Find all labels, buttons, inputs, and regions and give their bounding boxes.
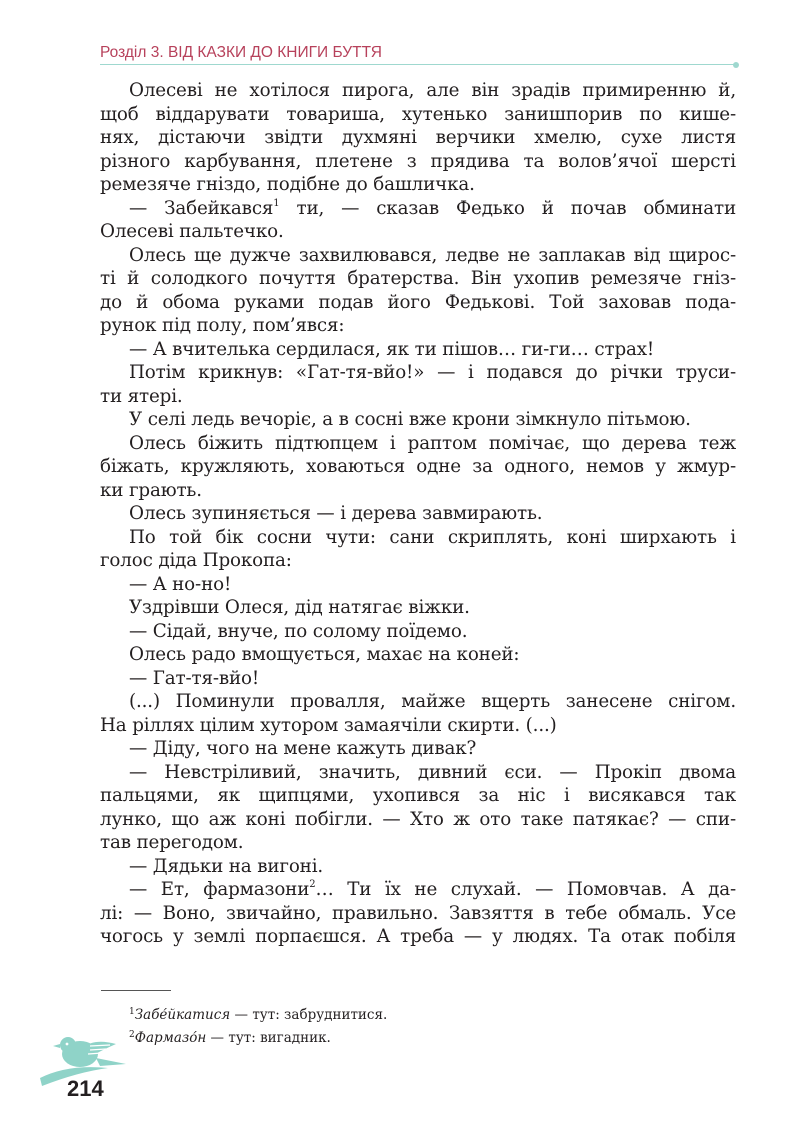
page-number: 214 — [67, 1076, 104, 1101]
text-line: — Ет, фармазони$^2$… Ти їх не слухай. — Помовчав. А да- — [129, 879, 736, 900]
text-line: Олесь радо вмощується, махає на коней: — [129, 644, 520, 665]
text-line: Олесь біжить підтюпцем і раптом помічає, що дерева теж — [129, 432, 736, 454]
text-line: Олесеві не хотілося пирога, але він зрадів примиренню й, — [129, 80, 736, 101]
text-line: На ріллях цілим хутором замаячіли скирти. (...) — [100, 714, 557, 736]
footnote-item: $^2$Фармазо́н — тут: вигадник. — [129, 1030, 331, 1046]
text-line: ремезяче гніздо, подібне до башличка. — [100, 174, 475, 195]
footnote-marker: 2 — [309, 879, 316, 890]
text-line: тав перегодом. — [100, 832, 244, 853]
text-line: ки грають. — [100, 479, 202, 501]
text-line: Уздрівши Олеся, дід натягає віжки. — [129, 597, 470, 618]
text-line: (...) Поминули провалля, майже вщерть занесене снігом. — [129, 691, 736, 712]
footnote-rule — [101, 990, 171, 991]
text-line: Потім крикнув: «Гат-тя-вйо!» — і подався до річки труси- — [129, 362, 736, 383]
header-rule-end-dot — [733, 62, 739, 68]
text-line: — А но-но! — [129, 573, 232, 595]
text-line: По той бік сосни чути: сани скриплять, коні ширхають і — [129, 526, 736, 548]
text-line: лі: — Воно, звичайно, правильно. Завзяття в тебе обмаль. Усе — [100, 902, 736, 924]
text-line: ти ятері. — [100, 385, 183, 407]
text-line: Олесь зупиняється — і дерева завмирають. — [129, 503, 543, 524]
text-line: голос діда Прокопа: — [100, 550, 292, 571]
text-line: щоб віддарувати товариша, хутенько занишпорив по кише- — [100, 103, 736, 125]
text-line: нях, дістаючи звідти духмяні верчики хмелю, сухе листя — [100, 127, 736, 148]
text-line: Олесь ще дужче захвилювався, ледве не заплакав від щирос- — [129, 244, 736, 266]
text-line: — А вчителька сердилася, як ти пішов… ги-ги… страх! — [129, 338, 655, 360]
text-line: ті й солодкого почуття братерства. Він ухопив ремезяче гніз- — [100, 268, 736, 289]
text-line: — Дядьки на вигоні. — [129, 855, 324, 877]
text-line: — Діду, чого на мене кажуть дивак? — [129, 738, 477, 759]
footnote-marker: 1 — [273, 197, 280, 209]
running-header: Розділ 3. ВІД КАЗКИ ДО КНИГИ БУТТЯ — [100, 44, 382, 61]
footnote-item: $^1$Забе́йкатися — тут: забруднитися. — [129, 1007, 388, 1023]
footnotes — [129, 1002, 387, 1048]
text-line: — Гат-тя-вйо! — [129, 667, 260, 689]
text-line: У селі ледь вечоріє, а в сосні вже крони зімкнуло пітьмою. — [129, 409, 691, 430]
text-line: пальцями, як щипцями, ухопився за ніс і висякався так — [100, 785, 736, 806]
text-line: до й обома руками подав його Федькові. Той заховав пода- — [100, 291, 736, 313]
text-line: рунок під полу, пом’явся: — [100, 315, 345, 336]
header-rule — [100, 64, 736, 65]
text-line: — Сідай, внуче, по солому поїдемо. — [129, 620, 468, 642]
text-line: біжать, кружляють, ховаються одне за одного, немов у жмур- — [100, 456, 736, 477]
main-text — [100, 79, 736, 949]
text-line: лунко, що аж коні побігли. — Хто ж ото таке патякає? — спи- — [100, 808, 736, 830]
text-line: різного карбування, плетене з прядива та волов’ячої шерсті — [100, 150, 736, 172]
text-line: — Невстріливий, значить, дивний єси. — Прокіп двома — [129, 761, 736, 783]
text-line: Олесеві пальтечко. — [100, 221, 284, 242]
text-line: — Забейкався$^1$ ти, — сказав Федько й почав обминати — [129, 197, 736, 219]
text-line: чогось у землі порпаєшся. А треба — у людях. Та отак побіля — [100, 926, 736, 947]
